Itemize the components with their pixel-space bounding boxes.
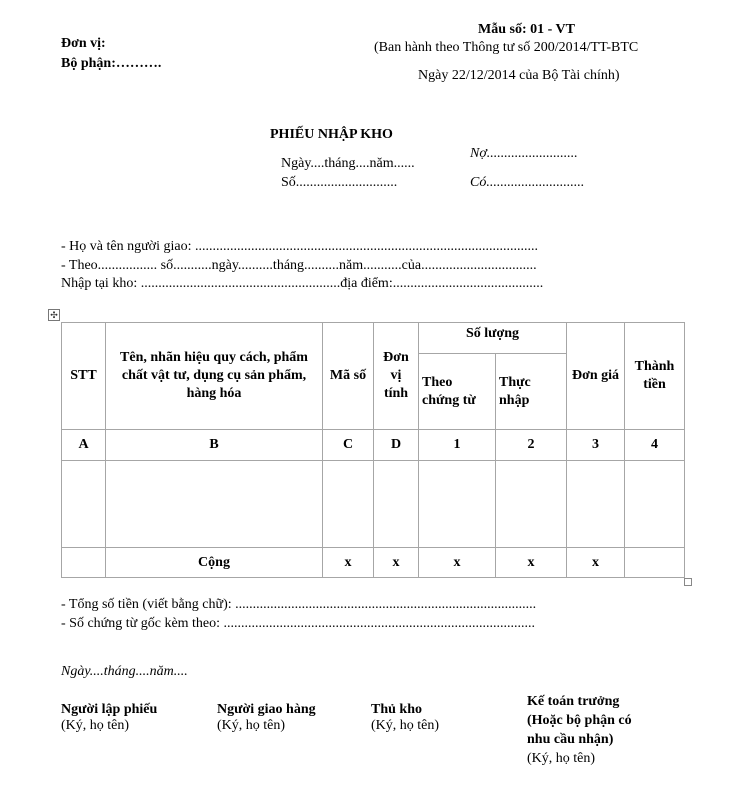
title-date-line: Ngày....tháng....năm......	[281, 156, 415, 171]
table-move-handle-icon[interactable]: ✣	[48, 309, 60, 321]
issued-date: Ngày 22/12/2014 của Bộ Tài chính)	[418, 68, 620, 83]
column-code: 1	[419, 430, 496, 461]
column-code: D	[374, 430, 419, 461]
according-to-line: - Theo................. số...........ngày..........tháng..........năm...........của.................................	[61, 258, 537, 273]
column-code: C	[323, 430, 374, 461]
location-label: địa điểm:	[340, 276, 393, 291]
header-stt: STT	[62, 323, 106, 430]
table-cell[interactable]	[419, 461, 496, 548]
signer-deliverer	[217, 702, 316, 734]
warehouse-prefix: Nhập tại kho:	[61, 276, 141, 291]
signer-note: (Ký, họ tên)	[371, 718, 440, 733]
total-mark: x	[496, 548, 567, 578]
column-code: 2	[496, 430, 567, 461]
header-price: Đơn giá	[567, 323, 625, 430]
header-quantity: Số lượng	[419, 323, 567, 354]
total-label: Cộng	[106, 548, 323, 578]
debit-line: Nợ..........................	[470, 146, 578, 161]
signer-storekeeper	[371, 702, 439, 734]
signer-note: (Ký, họ tên)	[61, 718, 130, 733]
attachments-line: - Số chứng từ gốc kèm theo: .........................................................................................	[61, 616, 536, 631]
column-code: B	[106, 430, 323, 461]
department-label: Bộ phận:……….	[61, 56, 162, 71]
table-cell[interactable]	[625, 461, 685, 548]
table-cell[interactable]	[374, 461, 419, 548]
warehouse-line	[61, 276, 543, 292]
signer-title: Kế toán trưởng	[527, 694, 620, 709]
page-title: PHIẾU NHẬP KHO	[270, 127, 393, 142]
header-code: Mã số	[323, 323, 374, 430]
table-cell[interactable]	[62, 461, 106, 548]
table-cell[interactable]	[567, 461, 625, 548]
total-mark: x	[567, 548, 625, 578]
total-row	[62, 548, 685, 578]
signer-title: Người lập phiếu	[61, 702, 158, 717]
total-mark: x	[323, 548, 374, 578]
column-code-row	[62, 430, 685, 461]
location-dots: ...........................................	[392, 276, 544, 291]
header-amount: Thành tiền	[625, 323, 685, 430]
footer-date-line: Ngày....tháng....năm....	[61, 664, 188, 679]
signer-title: Thủ kho	[371, 702, 422, 717]
credit-line: Có............................	[470, 175, 585, 190]
header-qty-actual: Thực nhập	[496, 354, 567, 430]
signer-note: (Ký, họ tên)	[527, 751, 596, 766]
total-mark: x	[374, 548, 419, 578]
column-code: 3	[567, 430, 625, 461]
signer-title-line3: nhu cầu nhận)	[527, 732, 614, 747]
table-cell[interactable]	[496, 461, 567, 548]
table-cell[interactable]	[62, 548, 106, 578]
signer-note: (Ký, họ tên)	[217, 718, 286, 733]
column-code: 4	[625, 430, 685, 461]
column-code: A	[62, 430, 106, 461]
title-number-line: Số.............................	[281, 175, 398, 190]
table-cell[interactable]	[106, 461, 323, 548]
signer-creator	[61, 702, 157, 734]
header-unit: Đơn vị tính	[374, 323, 419, 430]
warehouse-dots: .........................................................	[140, 276, 341, 291]
table-cell[interactable]	[323, 461, 374, 548]
total-in-words-line: - Tổng số tiền (viết bằng chữ): ......................................................................................	[61, 597, 537, 612]
signer-title-line2: (Hoặc bộ phận có	[527, 713, 632, 728]
goods-table	[61, 322, 685, 578]
table-cell[interactable]	[625, 548, 685, 578]
table-row	[62, 461, 685, 548]
header-name: Tên, nhãn hiệu quy cách, phẩm chất vật tư, dụng cụ sản phẩm, hàng hóa	[106, 323, 323, 430]
header-qty-doc: Theo chứng từ	[419, 354, 496, 430]
total-mark: x	[419, 548, 496, 578]
deliverer-line: - Họ và tên người giao: ..................................................................................................	[61, 239, 538, 254]
signer-title: Người giao hàng	[217, 702, 316, 717]
unit-label: Đơn vị:	[61, 36, 106, 51]
table-resize-handle[interactable]	[684, 578, 692, 586]
issued-by: (Ban hành theo Thông tư số 200/2014/TT-BTC	[374, 40, 639, 55]
form-code: Mẫu số: 01 - VT	[478, 22, 575, 37]
signer-chief-accountant	[527, 692, 632, 768]
